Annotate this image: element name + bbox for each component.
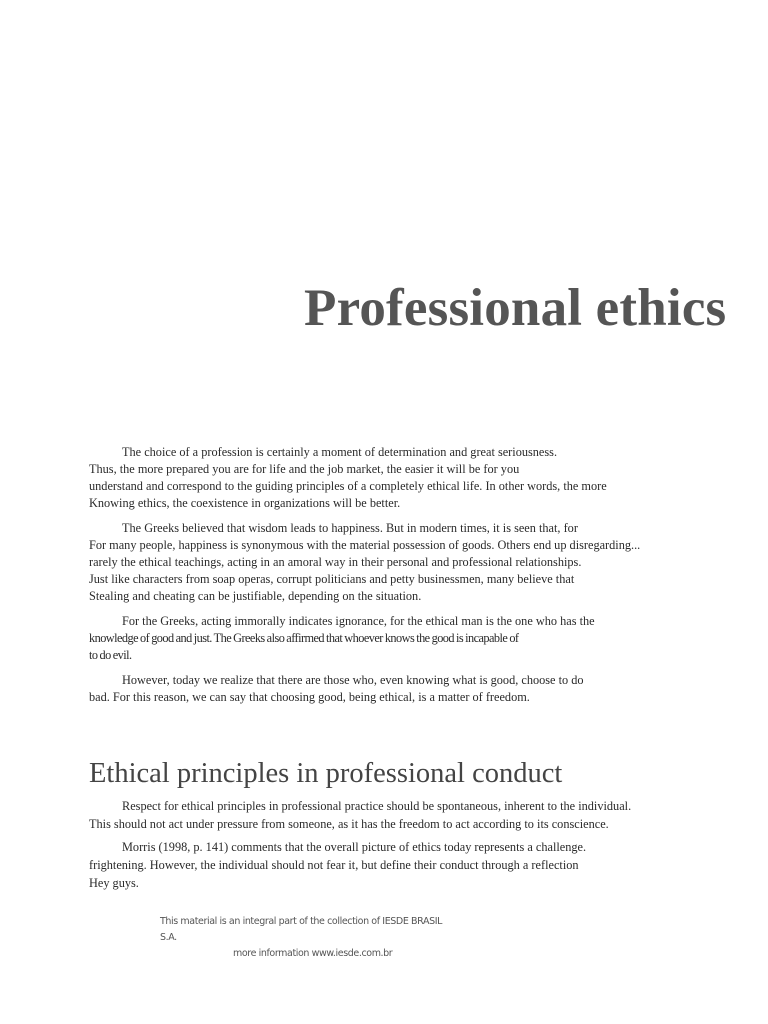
page-footer: [160, 914, 460, 962]
paragraph: [89, 838, 649, 892]
section-heading: Ethical principles in professional conduct: [89, 758, 563, 789]
text-line: For the Greeks, acting immorally indicates ignorance, for the ethical man is the one who has the: [122, 614, 595, 628]
page-title: Professional ethics: [304, 279, 727, 337]
text-line: Respect for ethical principles in professional practice should be spontaneous, inherent to the individual.: [122, 799, 632, 813]
footer-info-link: more information www.iesde.com.br: [233, 948, 393, 959]
section-text: [89, 797, 649, 897]
text-line: For many people, happiness is synonymous with the material possession of goods. Others end up disregarding...: [89, 538, 641, 552]
text-line: Hey guys.: [89, 876, 139, 890]
footer-copyright: This material is an integral part of the collection of IESDE BRASIL S.A.: [160, 916, 443, 943]
text-line: The Greeks believed that wisdom leads to happiness. But in modern times, it is seen that, for: [122, 521, 578, 535]
text-line: The choice of a profession is certainly a moment of determination and great seriousness.: [122, 445, 558, 459]
paragraph: [89, 444, 649, 512]
paragraph: [89, 520, 649, 605]
text-line: This should not act under pressure from someone, as it has the freedom to act according to its conscience.: [89, 817, 609, 831]
paragraph: [89, 672, 649, 706]
text-line: frightening. However, the individual should not fear it, but define their conduct through a reflection: [89, 858, 579, 872]
text-line: Stealing and cheating can be justifiable, depending on the situation.: [89, 589, 422, 603]
paragraph: [89, 613, 649, 664]
intro-text: [89, 444, 649, 714]
text-line: Knowing ethics, the coexistence in organizations will be better.: [89, 496, 401, 510]
text-line: However, today we realize that there are those who, even knowing what is good, choose to do: [122, 673, 584, 687]
text-line: rarely the ethical teachings, acting in an amoral way in their personal and professional relationships.: [89, 555, 582, 569]
text-line: knowledge of good and just. The Greeks also affirmed that whoever knows the good is incapable of: [89, 631, 519, 645]
text-line: understand and correspond to the guiding principles of a completely ethical life. In other words, the more: [89, 479, 607, 493]
text-line: to do evil.: [89, 648, 132, 662]
text-line: Thus, the more prepared you are for life and the job market, the easier it will be for you: [89, 462, 520, 476]
text-line: Just like characters from soap operas, corrupt politicians and petty businessmen, many believe that: [89, 572, 575, 586]
paragraph: [89, 797, 649, 833]
text-line: Morris (1998, p. 141) comments that the overall picture of ethics today represents a challenge.: [122, 840, 587, 854]
text-line: bad. For this reason, we can say that choosing good, being ethical, is a matter of freedom.: [89, 690, 530, 704]
